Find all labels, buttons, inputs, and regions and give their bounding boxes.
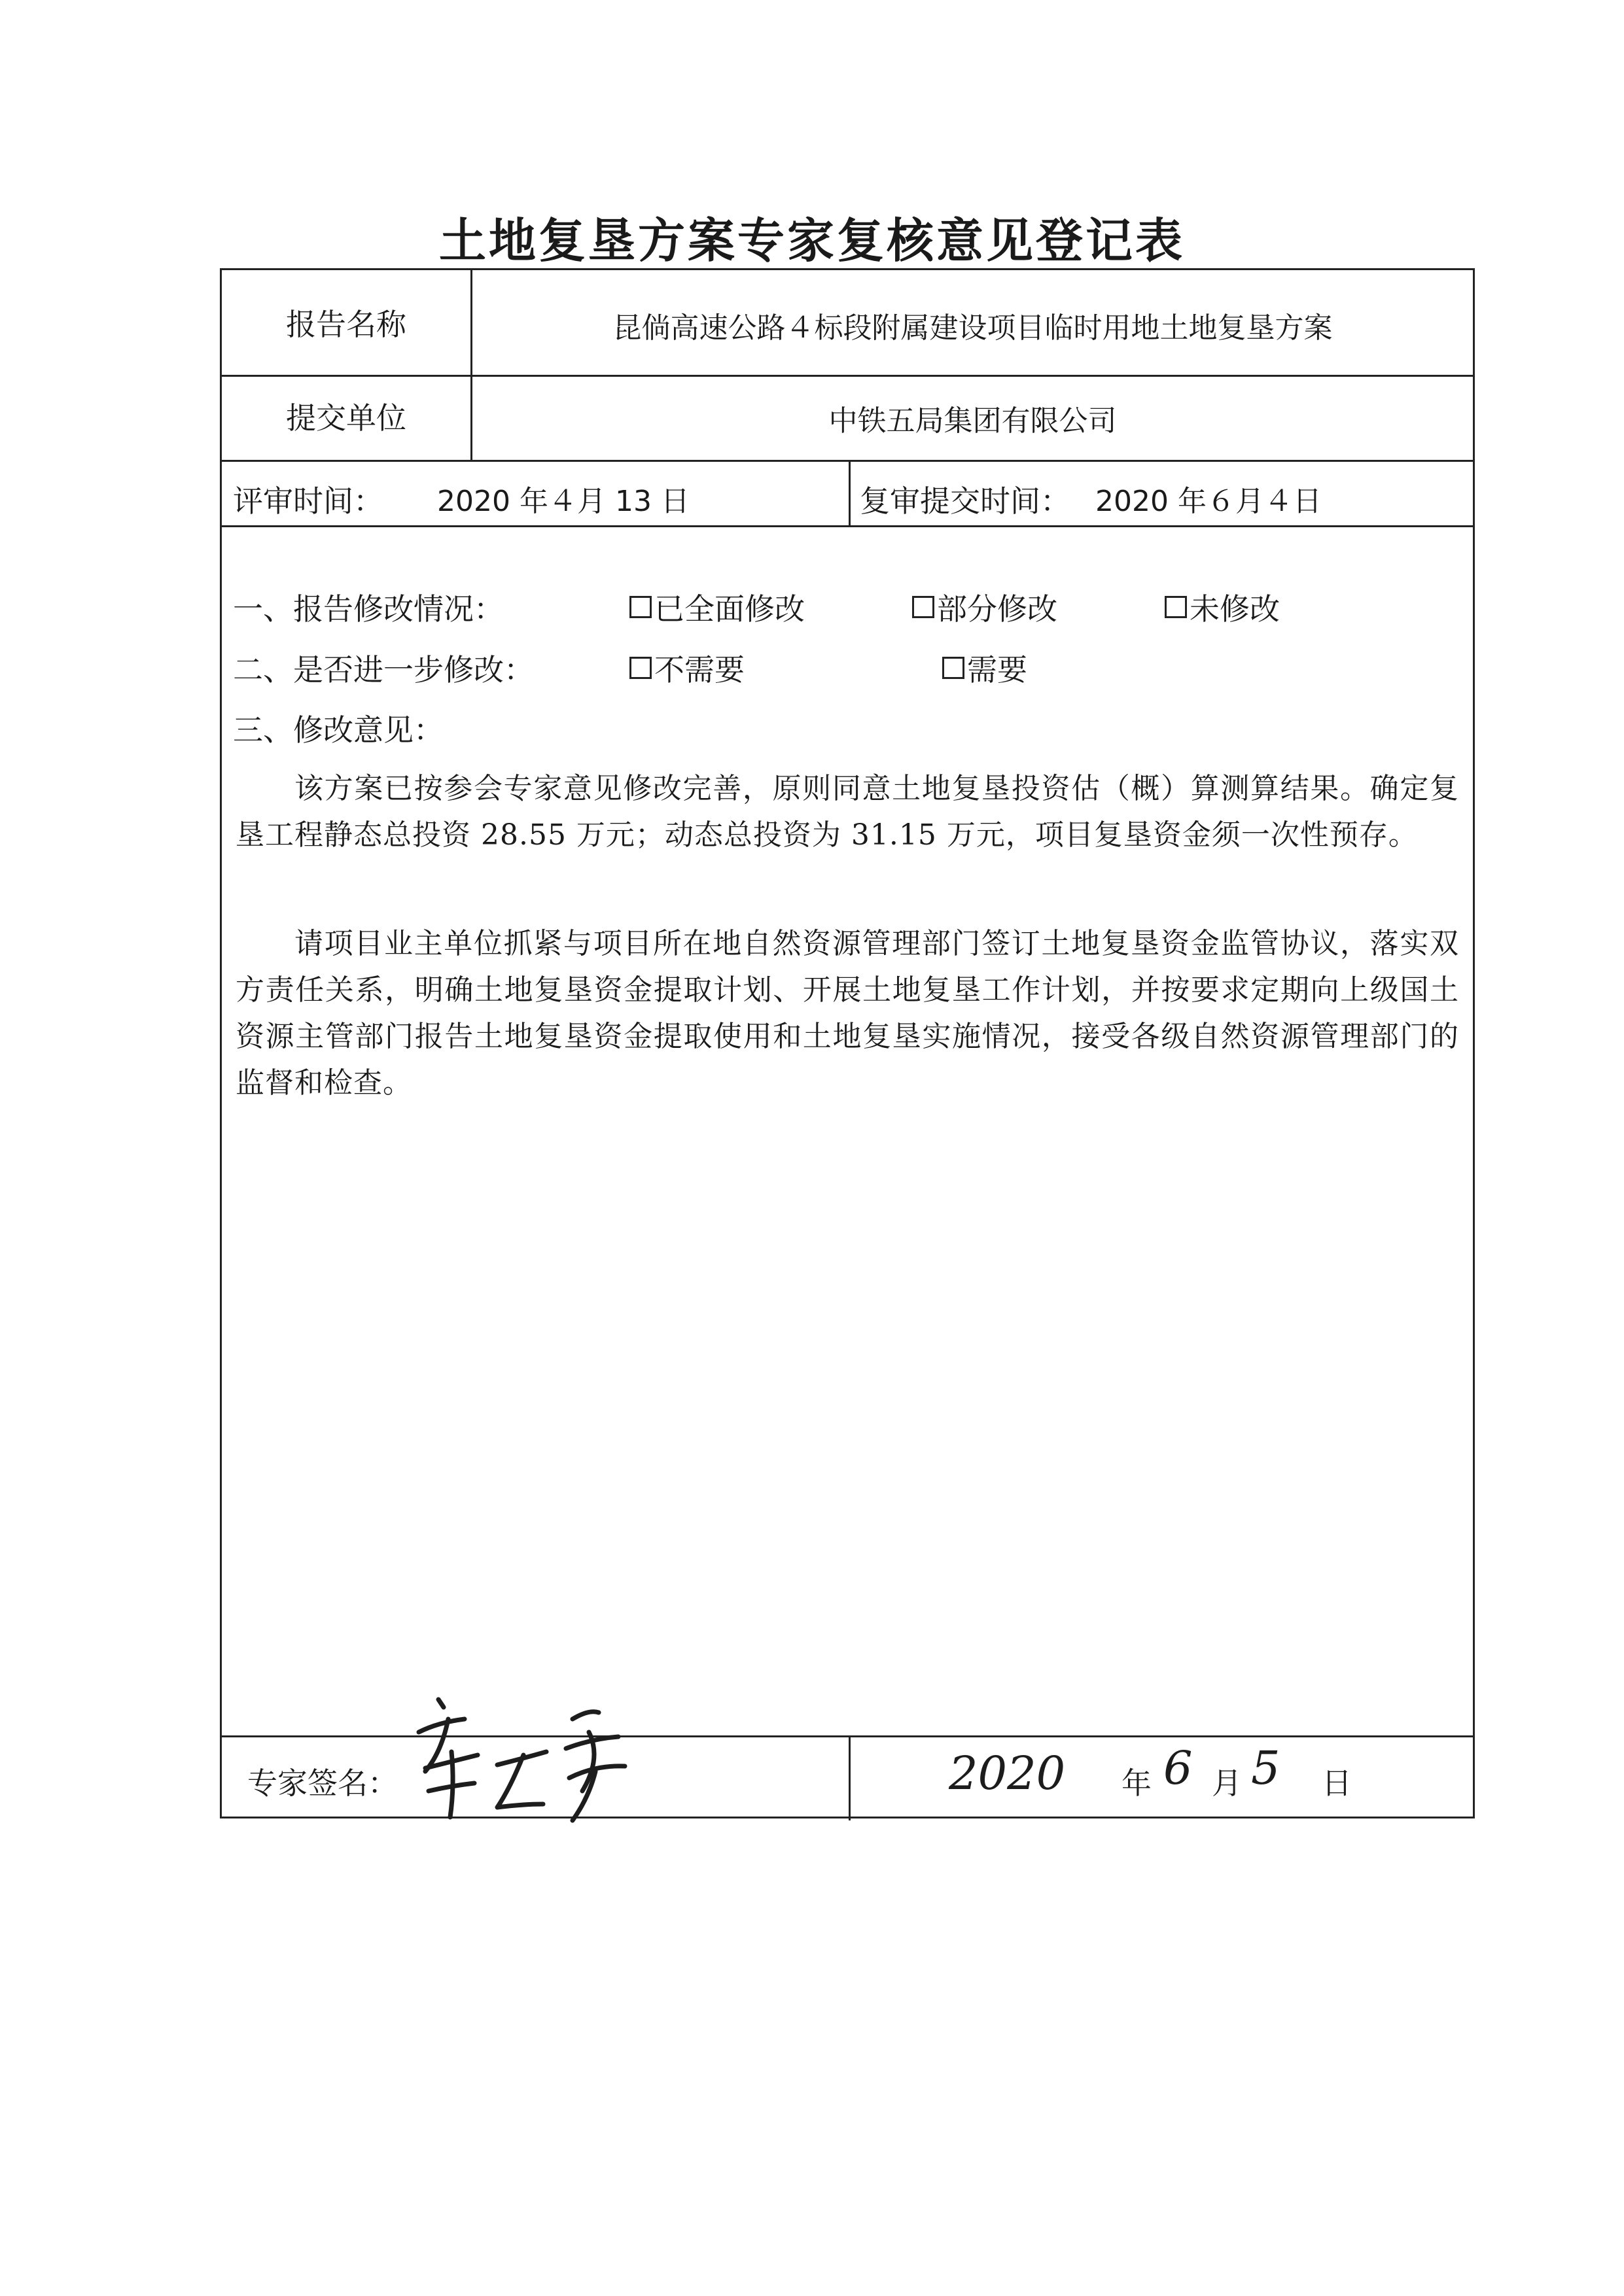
review-time-label: 评审时间：	[233, 483, 383, 519]
option-label: 部分修改	[937, 591, 1057, 627]
checkbox-icon[interactable]	[629, 596, 652, 618]
resubmit-time-value: 2020 年６月４日	[1095, 485, 1322, 518]
form-title: 土地复垦方案专家复核意见登记表	[438, 213, 1185, 268]
row-divider	[222, 460, 1473, 462]
option-label: 不需要	[654, 652, 745, 687]
review-time-value: 2020 年４月 13 日	[437, 485, 690, 518]
signature-date-year: 2020	[949, 1747, 1066, 1800]
signature-date-day: 5	[1251, 1741, 1280, 1795]
checkbox-icon[interactable]	[629, 657, 652, 679]
report-name-label: 报告名称	[286, 307, 406, 342]
section3-label: 三、修改意见：	[233, 712, 444, 748]
checkbox-icon[interactable]	[942, 657, 964, 679]
checkbox-icon[interactable]	[1165, 596, 1187, 618]
option-label: 需要	[967, 652, 1027, 687]
day-char: 日	[1322, 1765, 1352, 1801]
year-char: 年	[1121, 1765, 1152, 1801]
month-char: 月	[1212, 1765, 1242, 1801]
column-divider	[849, 460, 851, 525]
option-fully-revised[interactable]	[629, 585, 805, 629]
resubmit-time-label: 复审提交时间：	[860, 483, 1070, 519]
submit-unit-label: 提交单位	[286, 400, 406, 436]
section1-label: 一、报告修改情况：	[233, 591, 504, 627]
option-no-further-revision[interactable]	[629, 646, 745, 689]
report-name-value: 昆倘高速公路４标段附属建设项目临时用地土地复垦方案	[612, 311, 1333, 345]
signature-date-month: 6	[1163, 1741, 1193, 1795]
option-not-revised[interactable]	[1165, 585, 1280, 629]
section2-label: 二、是否进一步修改：	[233, 652, 534, 687]
option-label: 已全面修改	[654, 591, 805, 627]
expert-signature-label: 专家签名：	[247, 1765, 398, 1801]
submit-unit-value: 中铁五局集团有限公司	[828, 404, 1117, 438]
opinion-paragraph-2: 请项目业主单位抓紧与项目所在地自然资源管理部门签订土地复垦资金监管协议，落实双方责任关系，明确土地复垦资金提取计划、开展土地复垦工作计划，并按要求定期向上级国土资源主管部门报告土地复垦资金提取使用和土地复垦实施情况，接受各级自然资源管理部门的监督和检查。	[236, 927, 1459, 1100]
row-divider	[222, 1735, 1473, 1737]
handwritten-signature	[412, 1693, 628, 1826]
row-divider	[222, 375, 1473, 377]
option-label: 未修改	[1190, 591, 1280, 627]
option-further-revision[interactable]	[942, 646, 1027, 689]
checkbox-icon[interactable]	[912, 596, 934, 618]
opinion-paragraph-1: 该方案已按参会专家意见修改完善，原则同意土地复垦投资估（概）算测算结果。确定复垦工程静态总投资 28.55 万元；动态总投资为 31.15 万元，项目复垦资金须一次性预存。	[236, 772, 1459, 852]
row-divider	[222, 525, 1473, 527]
option-partially-revised[interactable]	[912, 585, 1057, 629]
column-divider	[849, 1735, 851, 1820]
